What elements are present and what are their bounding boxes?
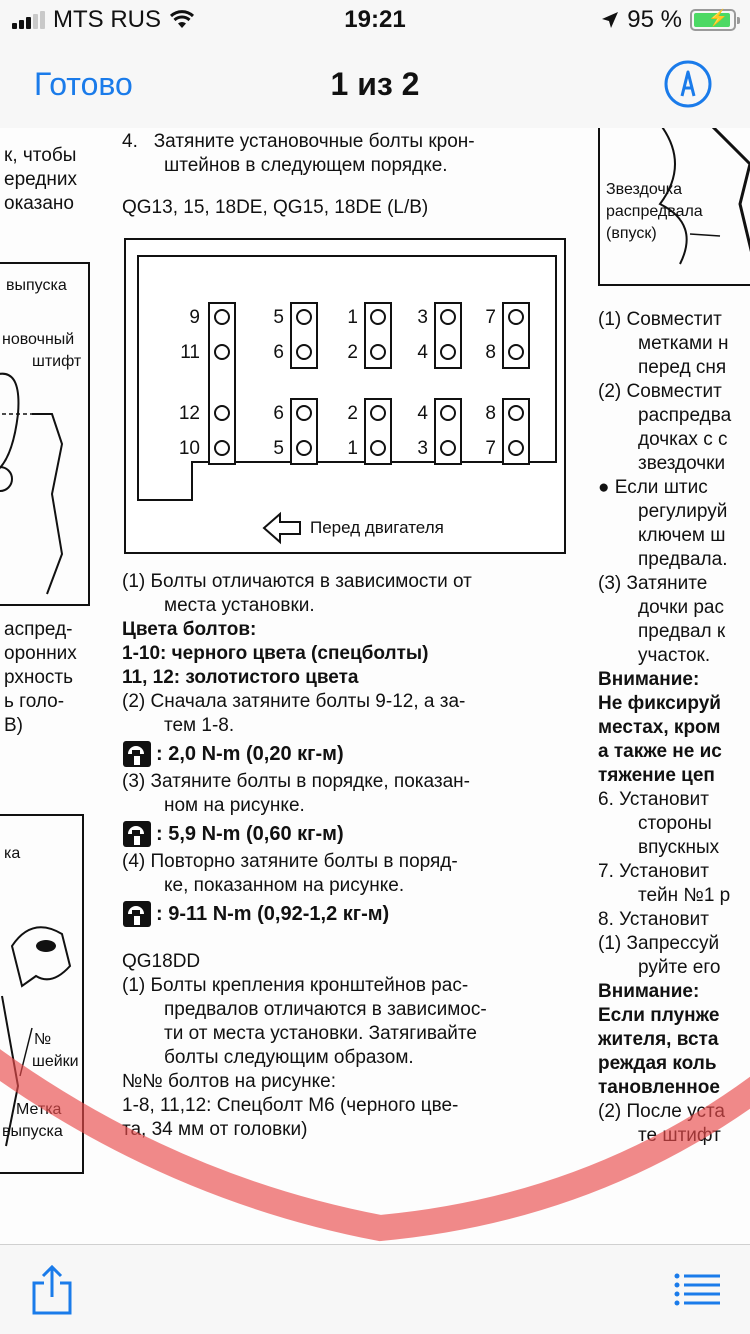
text-line: оронних: [4, 643, 77, 664]
text-line: Не фиксируй: [598, 693, 721, 714]
main-column-notes: [122, 570, 572, 1142]
text-line: (3) Затяните: [598, 573, 708, 594]
bolt-hole: [214, 344, 230, 360]
bolt-number: 3: [417, 438, 428, 459]
text-line: аспред-: [4, 619, 73, 640]
text-line: 6. Установит: [598, 789, 709, 810]
note-2: (2) Сначала затяните болты 9-12, а за-: [122, 691, 466, 712]
torque-wrench-icon: [122, 820, 152, 848]
bolt-number: 1: [347, 307, 358, 328]
text-line: регулируй: [638, 501, 728, 522]
bolt-number: 9: [189, 307, 200, 328]
text-line: ● Если штис: [598, 477, 708, 498]
text-line: к, чтобы: [4, 145, 77, 166]
text-line: 7. Установит: [598, 861, 709, 882]
bolt-number: 1: [347, 438, 358, 459]
text-line: предвал к: [638, 621, 726, 642]
text-line: болты следующим образом.: [164, 1047, 414, 1068]
sprocket-sketch: [600, 128, 750, 288]
bolt-number: 5: [273, 307, 284, 328]
attention-label: Внимание:: [598, 669, 700, 690]
torque-wrench-icon: [122, 900, 152, 928]
text-line: жителя, вста: [598, 1029, 719, 1050]
step-4: 4. Затяните установочные болты крон-: [122, 131, 475, 152]
bolt-hole: [370, 440, 386, 456]
left-column-mid: [0, 618, 100, 738]
bolt-hole: [296, 344, 312, 360]
battery-percent: 95 %: [627, 6, 682, 33]
bolt-hole: [214, 440, 230, 456]
text-line: ном на рисунке.: [164, 795, 305, 816]
torque-spec: : 9-11 N-m (0,92-1,2 кг-м): [122, 898, 572, 930]
text-line: впускных: [638, 837, 720, 858]
text-line: стороны: [638, 813, 712, 834]
text-line: оказано: [4, 193, 74, 214]
bolt-number: 10: [178, 438, 200, 459]
bolt-hole: [508, 405, 524, 421]
engine-sketch: [0, 264, 92, 608]
bolt-number: 6: [273, 342, 284, 363]
text-line: а также не ис: [598, 741, 722, 762]
note-4: (4) Повторно затяните болты в поряд-: [122, 851, 458, 872]
figure-label: штифт: [32, 353, 82, 370]
figure-label: выпуска: [2, 1123, 63, 1140]
text-line: ередних: [4, 169, 77, 190]
text-line: (2) Совместит: [598, 381, 722, 402]
text-line: руйте его: [638, 957, 721, 978]
bolt-number: 4: [417, 403, 428, 424]
text-line: №№ болтов на рисунке:: [122, 1071, 336, 1092]
page-title: 1 из 2: [330, 66, 420, 102]
status-right: [601, 6, 736, 34]
text-line: местах, кром: [598, 717, 721, 738]
text-line: (1) Запрессуй: [598, 933, 720, 954]
text-line: звездочки: [638, 453, 726, 474]
left-column: [0, 144, 100, 216]
text-line: реждая коль: [598, 1053, 717, 1074]
colors-line: 1-10: черного цвета (спецболты): [122, 643, 429, 664]
text-line: перед сня: [638, 357, 727, 378]
figure-label: распредвала: [606, 203, 703, 220]
document-page[interactable]: [0, 128, 750, 1244]
figure-label: шейки: [32, 1053, 79, 1070]
main-column: [122, 128, 572, 220]
text-line: (1) Совместит: [598, 309, 722, 330]
text-line: те штифт: [638, 1125, 721, 1146]
bolt-hole: [508, 309, 524, 325]
bolt-number: 4: [417, 342, 428, 363]
left-figure: [0, 262, 90, 606]
note-1: (1) Болты отличаются в зависимости от: [122, 571, 472, 592]
nav-bar: [0, 40, 750, 128]
text-line: рхность: [4, 667, 74, 688]
torque-spec: : 5,9 N-m (0,60 кг-м): [122, 818, 572, 850]
bolt-number: 12: [178, 403, 200, 424]
text-line: тейн №1 р: [638, 885, 731, 906]
bolt-hole: [440, 440, 456, 456]
share-icon[interactable]: [30, 1265, 74, 1315]
bolt-hole: [296, 405, 312, 421]
colors-line: 11, 12: золотистого цвета: [122, 667, 359, 688]
figure-label: Метка: [16, 1101, 62, 1118]
location-arrow-icon: [601, 11, 619, 29]
text-line: (2) После уста: [598, 1101, 725, 1122]
bolt-layer: [124, 238, 566, 554]
bolt-hole: [508, 344, 524, 360]
figure-label: ка: [4, 845, 21, 862]
status-bar: [0, 0, 750, 40]
text-line: та, 34 мм от головки): [122, 1119, 308, 1140]
text-line: участок.: [638, 645, 711, 666]
text-line: Если плунже: [598, 1005, 720, 1026]
text-line: метками н: [638, 333, 729, 354]
text-line: предвала.: [638, 549, 728, 570]
battery-icon: ⚡: [690, 9, 736, 31]
figure-label: Звездочка: [606, 181, 682, 198]
bolt-number: 2: [347, 403, 358, 424]
bolt-number: 5: [273, 438, 284, 459]
dd-note-1: (1) Болты крепления кронштейнов рас-: [122, 975, 469, 996]
attention-label: Внимание:: [598, 981, 700, 1002]
done-button[interactable]: Готово: [34, 66, 133, 102]
colors-title: Цвета болтов:: [122, 619, 257, 640]
text-line: тановленное: [598, 1077, 720, 1098]
text-line: штейнов в следующем порядке.: [164, 155, 448, 176]
torque-spec: : 2,0 N-m (0,20 кг-м): [122, 738, 572, 770]
note-3: (3) Затяните болты в порядке, показан-: [122, 771, 470, 792]
bolt-number: 7: [485, 307, 496, 328]
bolt-hole: [296, 309, 312, 325]
bolt-number: 6: [273, 403, 284, 424]
section-title: QG18DD: [122, 951, 201, 972]
text-line: 8. Установит: [598, 909, 709, 930]
bolt-hole: [440, 344, 456, 360]
bolt-hole: [214, 309, 230, 325]
bolt-number: 8: [485, 342, 496, 363]
bolt-hole: [370, 405, 386, 421]
torque-wrench-icon: [122, 740, 152, 768]
bolt-hole: [440, 309, 456, 325]
text-line: В): [4, 715, 23, 736]
bolt-number: 8: [485, 403, 496, 424]
figure-label: (впуск): [606, 225, 657, 242]
markup-pen-icon[interactable]: [664, 60, 712, 108]
bolt-hole: [508, 440, 524, 456]
text-line: ке, показанном на рисунке.: [164, 875, 405, 896]
text-line: места установки.: [164, 595, 315, 616]
text-line: дочках с с: [638, 429, 728, 450]
clock: 19:21: [344, 6, 406, 33]
text-line: тем 1-8.: [164, 715, 235, 736]
bolt-hole: [370, 344, 386, 360]
bolt-number: 11: [180, 342, 200, 363]
text-line: ключем ш: [638, 525, 726, 546]
text-line: ь голо-: [4, 691, 65, 712]
list-icon[interactable]: [674, 1273, 720, 1307]
bolt-hole: [214, 405, 230, 421]
text-line: распредва: [638, 405, 732, 426]
text-line: предвалов отличаются в зависимос-: [164, 999, 487, 1020]
text-line: тяжение цеп: [598, 765, 715, 786]
figure-label: новочный: [2, 331, 75, 348]
bolt-hole: [296, 440, 312, 456]
text-line: дочки рас: [638, 597, 724, 618]
bolt-number: 3: [417, 307, 428, 328]
bolt-order-diagram: [124, 238, 566, 554]
carrier-label: MTS RUS: [53, 6, 161, 33]
text-line: ти от места установки. Затягивайте: [164, 1023, 477, 1044]
right-column: [598, 308, 750, 1148]
bottom-toolbar: [0, 1244, 750, 1334]
bolt-number: 7: [485, 438, 496, 459]
engine-list: QG13, 15, 18DE, QG15, 18DE (L/B): [122, 197, 429, 218]
front-label: Перед двигателя: [310, 518, 444, 537]
text-line: 1-8, 11,12: Спецболт М6 (черного цве-: [122, 1095, 459, 1116]
bolt-hole: [370, 309, 386, 325]
figure-label: выпуска: [6, 277, 67, 294]
bolt-hole: [440, 405, 456, 421]
bolt-number: 2: [347, 342, 358, 363]
left-figure-2: [0, 814, 84, 1174]
right-figure: [598, 128, 750, 286]
figure-label: №: [34, 1031, 52, 1048]
